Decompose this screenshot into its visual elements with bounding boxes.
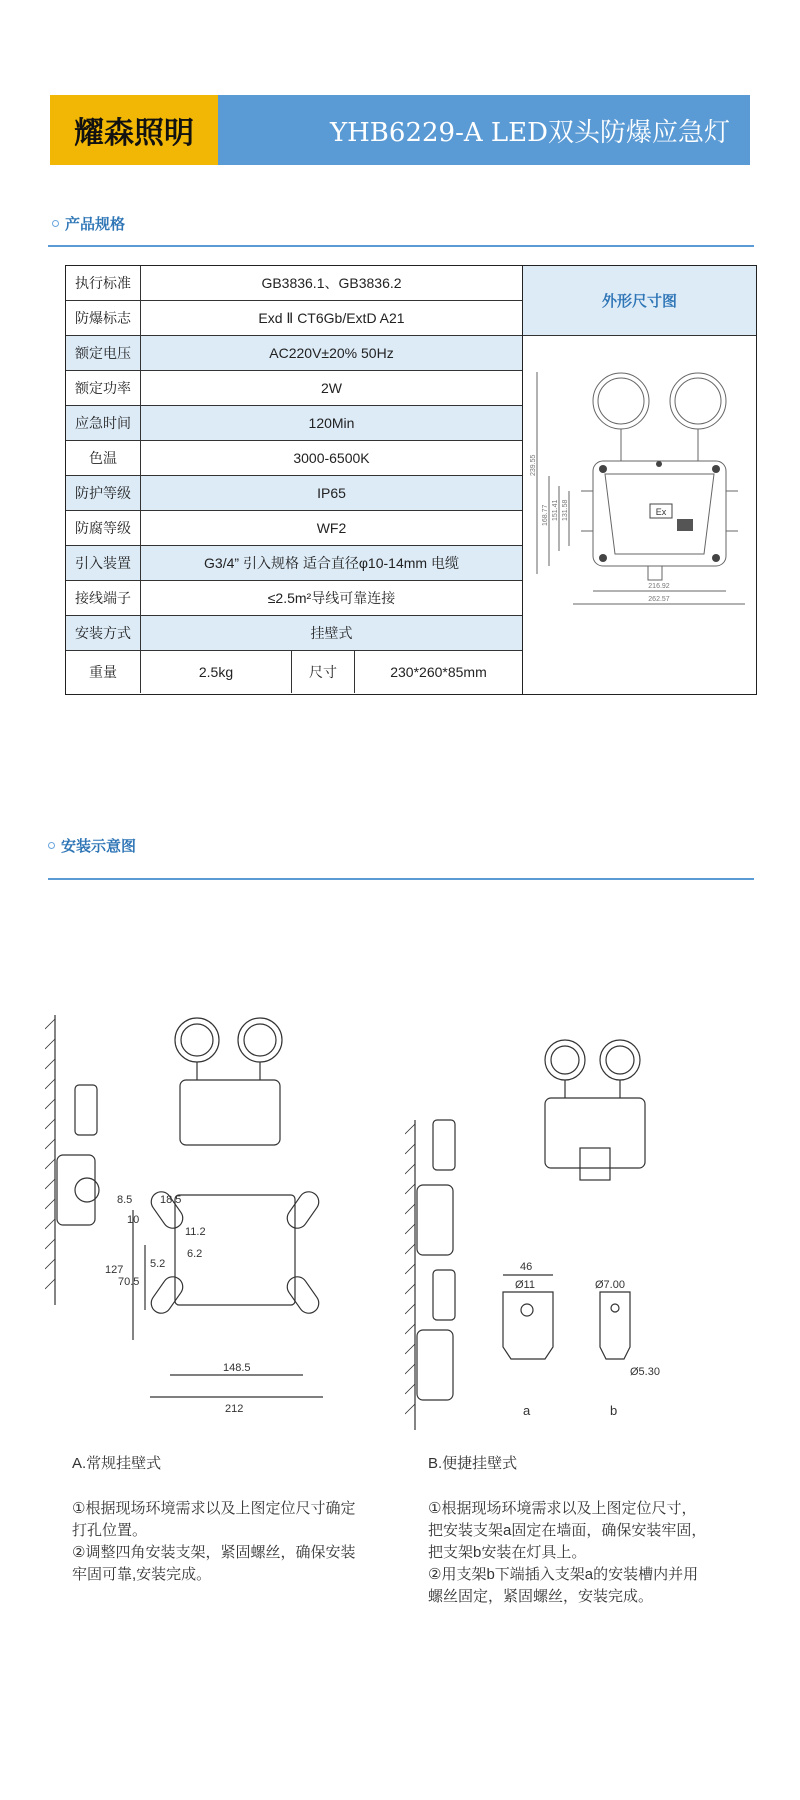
dim-label: 131.58	[562, 499, 569, 521]
spec-value: IP65	[317, 485, 346, 501]
spec-row	[66, 336, 522, 371]
spec-key: 防护等级	[66, 476, 141, 510]
spec-key: 防腐等级	[66, 511, 141, 545]
weight-value: 2.5kg	[141, 651, 292, 693]
spec-value: 挂壁式	[310, 625, 353, 641]
dim-label: 8.5	[117, 1194, 133, 1206]
spec-row	[66, 616, 522, 651]
dim-label: 10	[127, 1214, 140, 1226]
note-item: ②用支架b下端插入支架a的安装槽内并用螺丝固定，紧固螺丝，安装完成。	[428, 1566, 699, 1605]
spec-table	[65, 265, 757, 695]
spec-row	[66, 301, 522, 336]
spec-row	[66, 476, 522, 511]
bullet-icon	[48, 842, 55, 849]
spec-key: 执行标准	[66, 266, 141, 300]
size-key: 尺寸	[292, 651, 355, 693]
spec-row	[66, 441, 522, 476]
header-banner	[50, 95, 750, 165]
dim-label: 151.41	[552, 499, 559, 521]
spec-row	[66, 581, 522, 616]
notes-install-b	[428, 1498, 708, 1608]
dim-label: 70.5	[118, 1276, 140, 1288]
lamp-head-left-inner	[598, 378, 644, 424]
spec-key: 额定功率	[66, 371, 141, 405]
section-heading-install	[48, 835, 136, 856]
dim-label: 18.5	[160, 1194, 182, 1206]
spec-value: GB3836.1、GB3836.2	[261, 275, 402, 291]
dimension-drawing-svg	[523, 336, 756, 693]
dim-label: 148.5	[223, 1362, 251, 1374]
dim-label: 212	[225, 1403, 244, 1415]
note-item: ①根据现场环境需求以及上图定位尺寸，把安装支架a固定在墙面，确保安装牢固，把支架b安装在灯具上。	[428, 1500, 707, 1561]
section-title: 安装示意图	[61, 838, 137, 855]
spec-row	[66, 266, 522, 301]
note-item: ①根据现场环境需求以及上图定位尺寸确定打孔位置。	[72, 1500, 356, 1539]
ex-mark: Ex	[655, 507, 667, 517]
dim-label: 168.77	[542, 504, 549, 526]
lamp-head-right-inner	[675, 378, 721, 424]
dim-label: 262.57	[648, 596, 670, 603]
spec-row	[66, 546, 522, 581]
spec-rows	[66, 266, 522, 693]
size-value: 230*260*85mm	[390, 664, 487, 680]
dimension-title: 外形尺寸图	[523, 266, 756, 336]
dim-label: Ø5.30	[630, 1366, 660, 1378]
dimension-drawing	[523, 336, 756, 694]
spec-row-weight-size	[66, 651, 522, 693]
spec-key: 防爆标志	[66, 301, 141, 335]
dim-label: 127	[105, 1264, 124, 1276]
install-drawing-b	[405, 1030, 745, 1430]
section-divider	[48, 245, 754, 247]
dim-label: Ø11	[515, 1279, 535, 1291]
notes-install-a	[72, 1498, 362, 1586]
bullet-icon	[52, 220, 59, 227]
dim-label: 11.2	[185, 1226, 206, 1238]
spec-row	[66, 511, 522, 546]
spec-key: 色温	[66, 441, 141, 475]
weight-key: 重量	[66, 651, 141, 693]
brand-name: 耀森照明	[50, 95, 218, 165]
dim-label: 239.55	[530, 454, 537, 476]
spec-value: ≤2.5m²导线可靠连接	[267, 590, 396, 606]
spec-value: 3000-6500K	[293, 450, 370, 466]
lamp-head-right	[670, 373, 726, 429]
dimension-column	[522, 266, 756, 694]
spec-key: 安装方式	[66, 616, 141, 650]
note-item: ②调整四角安装支架，紧固螺丝，确保安装牢固可靠,安装完成。	[72, 1544, 356, 1583]
spec-key: 额定电压	[66, 336, 141, 370]
dim-label: 216.92	[648, 583, 670, 590]
bracket-b-label: b	[610, 1403, 618, 1418]
spec-value: AC220V±20% 50Hz	[269, 345, 394, 361]
bracket-a-label: a	[523, 1403, 531, 1418]
caption-install-a: A.常规挂壁式	[72, 1455, 162, 1472]
section-heading-spec	[52, 213, 125, 234]
dim-label: 5.2	[150, 1258, 166, 1270]
spec-value: G3/4” 引入规格 适合直径φ10-14mm 电缆	[204, 555, 459, 571]
section-title: 产品规格	[65, 216, 126, 233]
caption-install-b: B.便捷挂壁式	[428, 1455, 518, 1472]
spec-value: 2W	[321, 380, 342, 396]
spec-key: 接线端子	[66, 581, 141, 615]
spec-value: Exd Ⅱ CT6Gb/ExtD A21	[258, 309, 405, 326]
product-title: YHB6229-A LED双头防爆应急灯	[218, 95, 750, 165]
lamp-head-left	[593, 373, 649, 429]
spec-value: 120Min	[308, 415, 355, 431]
spec-key: 引入装置	[66, 546, 141, 580]
spec-row	[66, 371, 522, 406]
spec-key: 应急时间	[66, 406, 141, 440]
spec-value: WF2	[316, 520, 347, 536]
install-drawing-a	[45, 1005, 365, 1425]
dim-label: Ø7.00	[595, 1279, 625, 1291]
spec-row	[66, 406, 522, 441]
dim-label: 46	[520, 1261, 533, 1273]
dim-label: 6.2	[187, 1248, 203, 1260]
section-divider	[48, 878, 754, 880]
